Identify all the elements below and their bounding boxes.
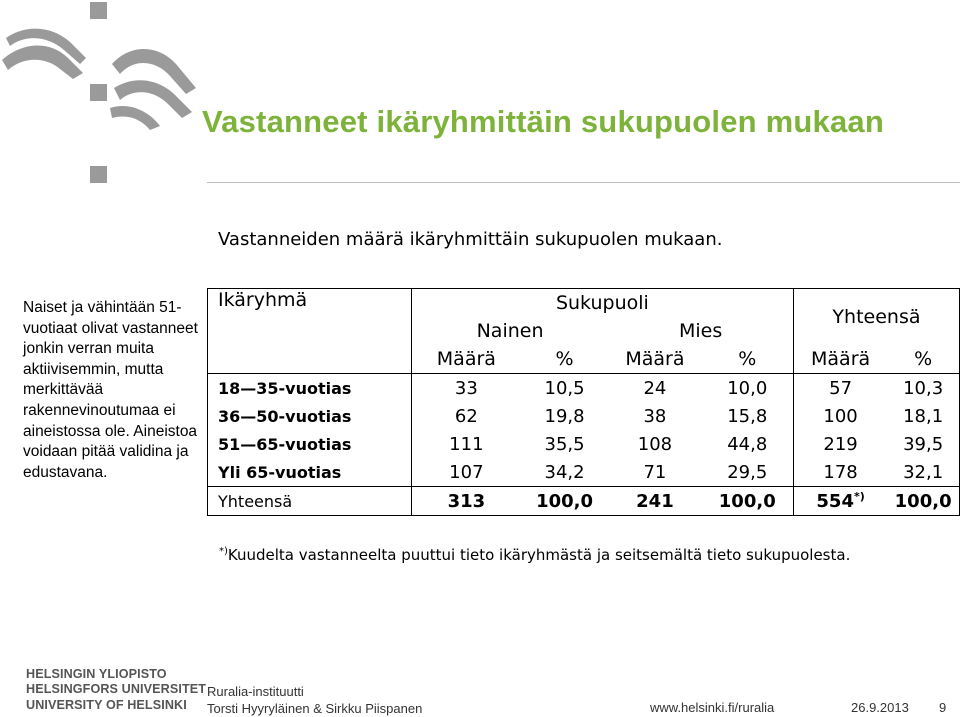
table-row	[208, 458, 960, 487]
university-name-en: UNIVERSITY OF HELSINKI	[26, 697, 187, 712]
header-male: Mies	[678, 320, 723, 342]
footnote	[219, 546, 850, 564]
total-count-cell	[793, 487, 887, 516]
header-gender: Sukupuoli	[411, 289, 793, 318]
header-total-percent: %	[914, 348, 933, 370]
footnote-mark: *)	[219, 546, 228, 557]
university-logo	[0, 0, 210, 190]
footer-authors: Torsti Hyyryläinen & Sirkku Piispanen	[207, 701, 423, 716]
cell-male-percent: 29,5	[727, 461, 768, 483]
total-female-percent: 100,0	[536, 490, 594, 512]
total-count: 554	[816, 491, 854, 512]
footer-institute: Ruralia-instituutti	[207, 684, 304, 699]
footnote-text: Kuudelta vastanneelta puuttui tieto ikäryhmästä ja seitsemältä tieto sukupuolesta.	[227, 546, 851, 564]
cell-female-count: 62	[411, 402, 521, 430]
header-male-count: Määrä	[625, 348, 685, 370]
cell-female-percent: 19,8	[544, 405, 585, 427]
cell-male-count: 38	[643, 405, 667, 427]
cell-total-count: 57	[793, 374, 887, 403]
cell-total-percent: 39,5	[903, 433, 944, 455]
cell-total-percent: 32,1	[903, 461, 944, 483]
cell-female-count: 33	[411, 374, 521, 403]
cell-female-percent: 35,5	[544, 433, 585, 455]
cell-female-percent: 34,2	[544, 461, 585, 483]
header-female-percent: %	[555, 348, 574, 370]
table-row	[208, 402, 960, 430]
table-row	[208, 374, 960, 403]
total-row	[208, 487, 960, 516]
cell-female-count: 111	[411, 430, 521, 458]
cell-total-count: 178	[793, 458, 887, 487]
cell-total-count: 219	[793, 430, 887, 458]
header-male-percent: %	[738, 348, 757, 370]
header-female: Nainen	[411, 317, 608, 345]
university-name-fi: HELSINGIN YLIOPISTO	[26, 667, 167, 681]
header-row-1	[208, 289, 960, 318]
table-row	[208, 430, 960, 458]
page-number: 9	[939, 700, 947, 715]
slide-title: Vastanneet ikäryhmittäin sukupuolen mukaan	[202, 104, 884, 139]
table-caption: Vastanneiden määrä ikäryhmittäin sukupuolen mukaan.	[218, 229, 723, 250]
row-label: Yli 65-vuotias	[218, 462, 342, 482]
cell-total-count: 100	[793, 402, 887, 430]
header-female-count: Määrä	[411, 345, 521, 374]
cell-male-count: 24	[643, 377, 667, 399]
total-count-footnote-mark: *)	[853, 490, 865, 503]
total-female-count: 313	[411, 487, 521, 516]
cell-male-percent: 10,0	[727, 377, 768, 399]
cell-male-percent: 15,8	[727, 405, 768, 427]
header-age-group: Ikäryhmä	[218, 289, 308, 311]
header-total: Yhteensä	[793, 289, 959, 346]
age-gender-table	[207, 288, 960, 516]
cell-total-percent: 10,3	[903, 377, 944, 399]
row-label: 36—50-vuotias	[218, 406, 352, 426]
cell-female-percent: 10,5	[544, 377, 585, 399]
cell-female-count: 107	[411, 458, 521, 487]
cell-male-percent: 44,8	[727, 433, 768, 455]
university-name-sv: HELSINGFORS UNIVERSITET	[26, 682, 207, 697]
header-total-count: Määrä	[793, 345, 887, 374]
title-divider	[207, 182, 960, 183]
side-note: Naiset ja vähintään 51-vuotiaat olivat vastanneet jonkin verran muita aktiivisemmin, mutta merkittävää rakennevinoutumaa ei aineistossa ole. Aineistoa voidaan pitää validina ja edustavana.	[23, 299, 198, 481]
row-label: 18—35-vuotias	[218, 378, 352, 398]
total-male-count: 241	[636, 490, 674, 512]
footer-credits	[207, 683, 422, 717]
cell-male-count: 71	[643, 461, 667, 483]
row-label: 51—65-vuotias	[218, 434, 352, 454]
total-row-label: Yhteensä	[218, 491, 293, 511]
total-male-percent: 100,0	[718, 490, 776, 512]
footer-url[interactable]: www.helsinki.fi/ruralia	[650, 700, 775, 715]
footer-date: 26.9.2013	[851, 700, 909, 715]
cell-total-percent: 18,1	[903, 405, 944, 427]
total-percent: 100,0	[894, 490, 952, 512]
university-wordmark	[26, 667, 206, 713]
cell-male-count: 108	[637, 433, 673, 455]
